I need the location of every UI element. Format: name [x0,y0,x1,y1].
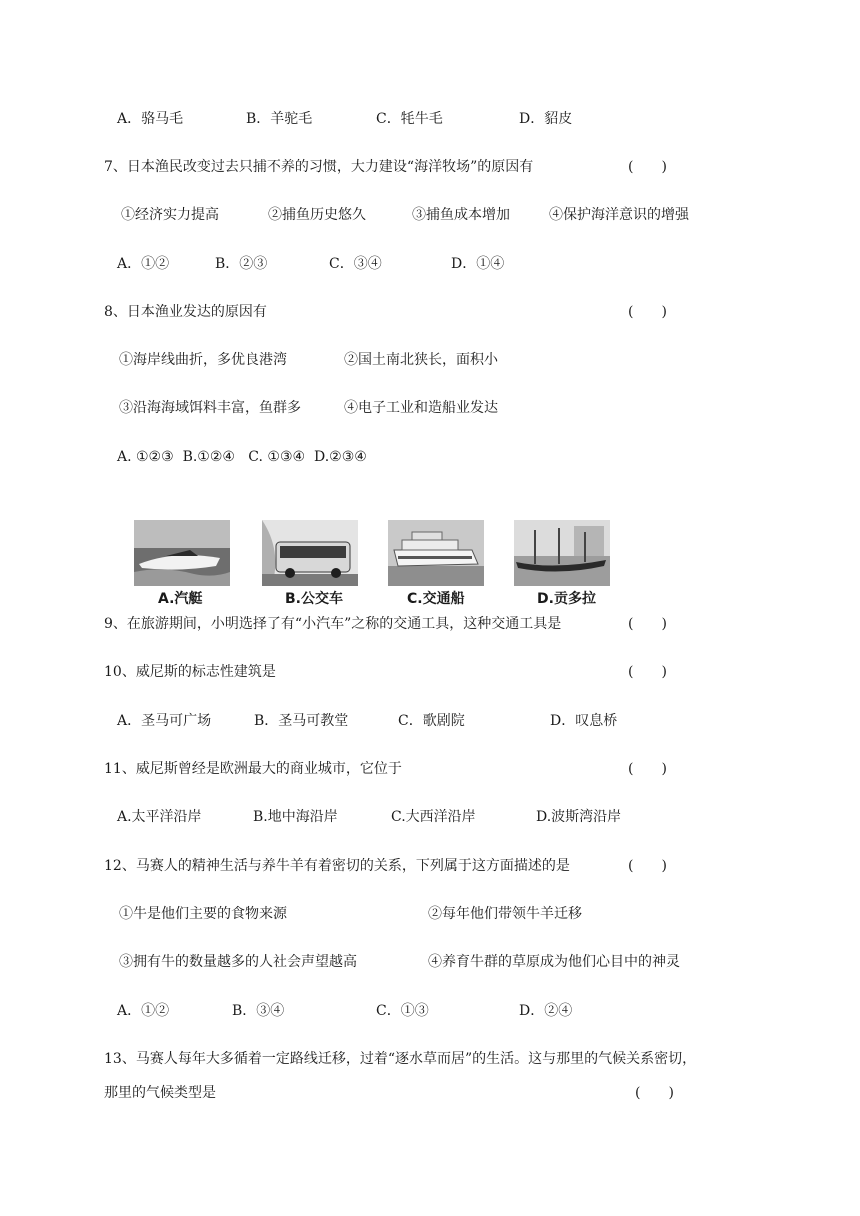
q9-answer-paren: ( ) [628,616,667,632]
q11-option-b: B.地中海沿岸 [253,809,338,825]
q7-item-2: ②捕鱼历史悠久 [268,207,366,223]
q10-answer-paren: ( ) [628,664,667,680]
speedboat-photo [134,520,230,586]
q12-option-a: A．①② [117,1003,170,1019]
q11-option-c: C.大西洋沿岸 [391,809,476,825]
q12-item-2: ②每年他们带领牛羊迁移 [428,906,582,922]
q11-option-d: D.波斯湾沿岸 [536,809,622,825]
q8-item-2: ②国土南北狭长，面积小 [344,352,498,368]
q8-item-1: ①海岸线曲折，多优良港湾 [119,352,287,368]
q12-item-4: ④养育牛群的草原成为他们心目中的神灵 [428,954,680,970]
q11-answer-paren: ( ) [628,761,667,777]
bus-photo [262,520,358,586]
q8-stem: 8、日本渔业发达的原因有 [104,304,267,320]
q6-option-a: A．骆马毛 [117,111,184,127]
q12-stem: 12、马赛人的精神生活与养牛羊有着密切的关系，下列属于这方面描述的是 [104,858,570,874]
q7-item-1: ①经济实力提高 [121,207,219,223]
q6-option-b: B．羊驼毛 [246,111,313,127]
q12-option-c: C．①③ [376,1003,429,1019]
q8-answer-paren: ( ) [628,304,667,320]
q12-item-3: ③拥有牛的数量越多的人社会声望越高 [119,954,357,970]
photo-caption-c: C.交通船 [407,591,465,607]
q7-option-b: B．②③ [215,256,268,272]
q13-stem-line2: 那里的气候类型是 [104,1085,216,1101]
q13-answer-paren: ( ) [635,1085,674,1101]
photo-caption-b: B.公交车 [285,591,343,607]
q7-option-c: C．③④ [329,256,382,272]
q10-option-d: D．叹息桥 [550,713,618,729]
q6-option-d: D．貂皮 [519,111,573,127]
q7-option-d: D．①④ [451,256,505,272]
photo-caption-a: A.汽艇 [158,591,203,607]
q10-option-c: C．歌剧院 [398,713,465,729]
q10-option-b: B．圣马可教堂 [254,713,349,729]
q10-option-a: A．圣马可广场 [117,713,212,729]
q9-stem: 9、在旅游期间，小明选择了有“小汽车”之称的交通工具，这种交通工具是 [104,616,562,632]
gondola-photo [514,520,610,586]
q12-option-d: D．②④ [519,1003,573,1019]
q12-item-1: ①牛是他们主要的食物来源 [119,906,287,922]
q11-stem: 11、威尼斯曾经是欧洲最大的商业城市，它位于 [104,761,402,777]
q8-item-3: ③沿海海域饵料丰富，鱼群多 [119,400,301,416]
q11-option-a: A.太平洋沿岸 [117,809,202,825]
q8-options: A. ①②③ B.①②④ C. ①③④ D.②③④ [117,449,367,465]
q7-item-3: ③捕鱼成本增加 [412,207,510,223]
q12-option-b: B．③④ [232,1003,285,1019]
q12-answer-paren: ( ) [628,858,667,874]
q7-item-4: ④保护海洋意识的增强 [549,207,689,223]
q7-option-a: A．①② [117,256,170,272]
q10-stem: 10、威尼斯的标志性建筑是 [104,664,276,680]
photo-caption-d: D.贡多拉 [537,591,596,607]
cruise-ship-photo [388,520,484,586]
q13-stem-line1: 13、马赛人每年大多循着一定路线迁移，过着“逐水草而居”的生活。这与那里的气候关系密切， [104,1051,697,1067]
q8-item-4: ④电子工业和造船业发达 [344,400,498,416]
q7-stem: 7、日本渔民改变过去只捕不养的习惯，大力建设“海洋牧场”的原因有 [104,159,534,175]
q7-answer-paren: ( ) [628,159,667,175]
q6-option-c: C．牦牛毛 [376,111,443,127]
